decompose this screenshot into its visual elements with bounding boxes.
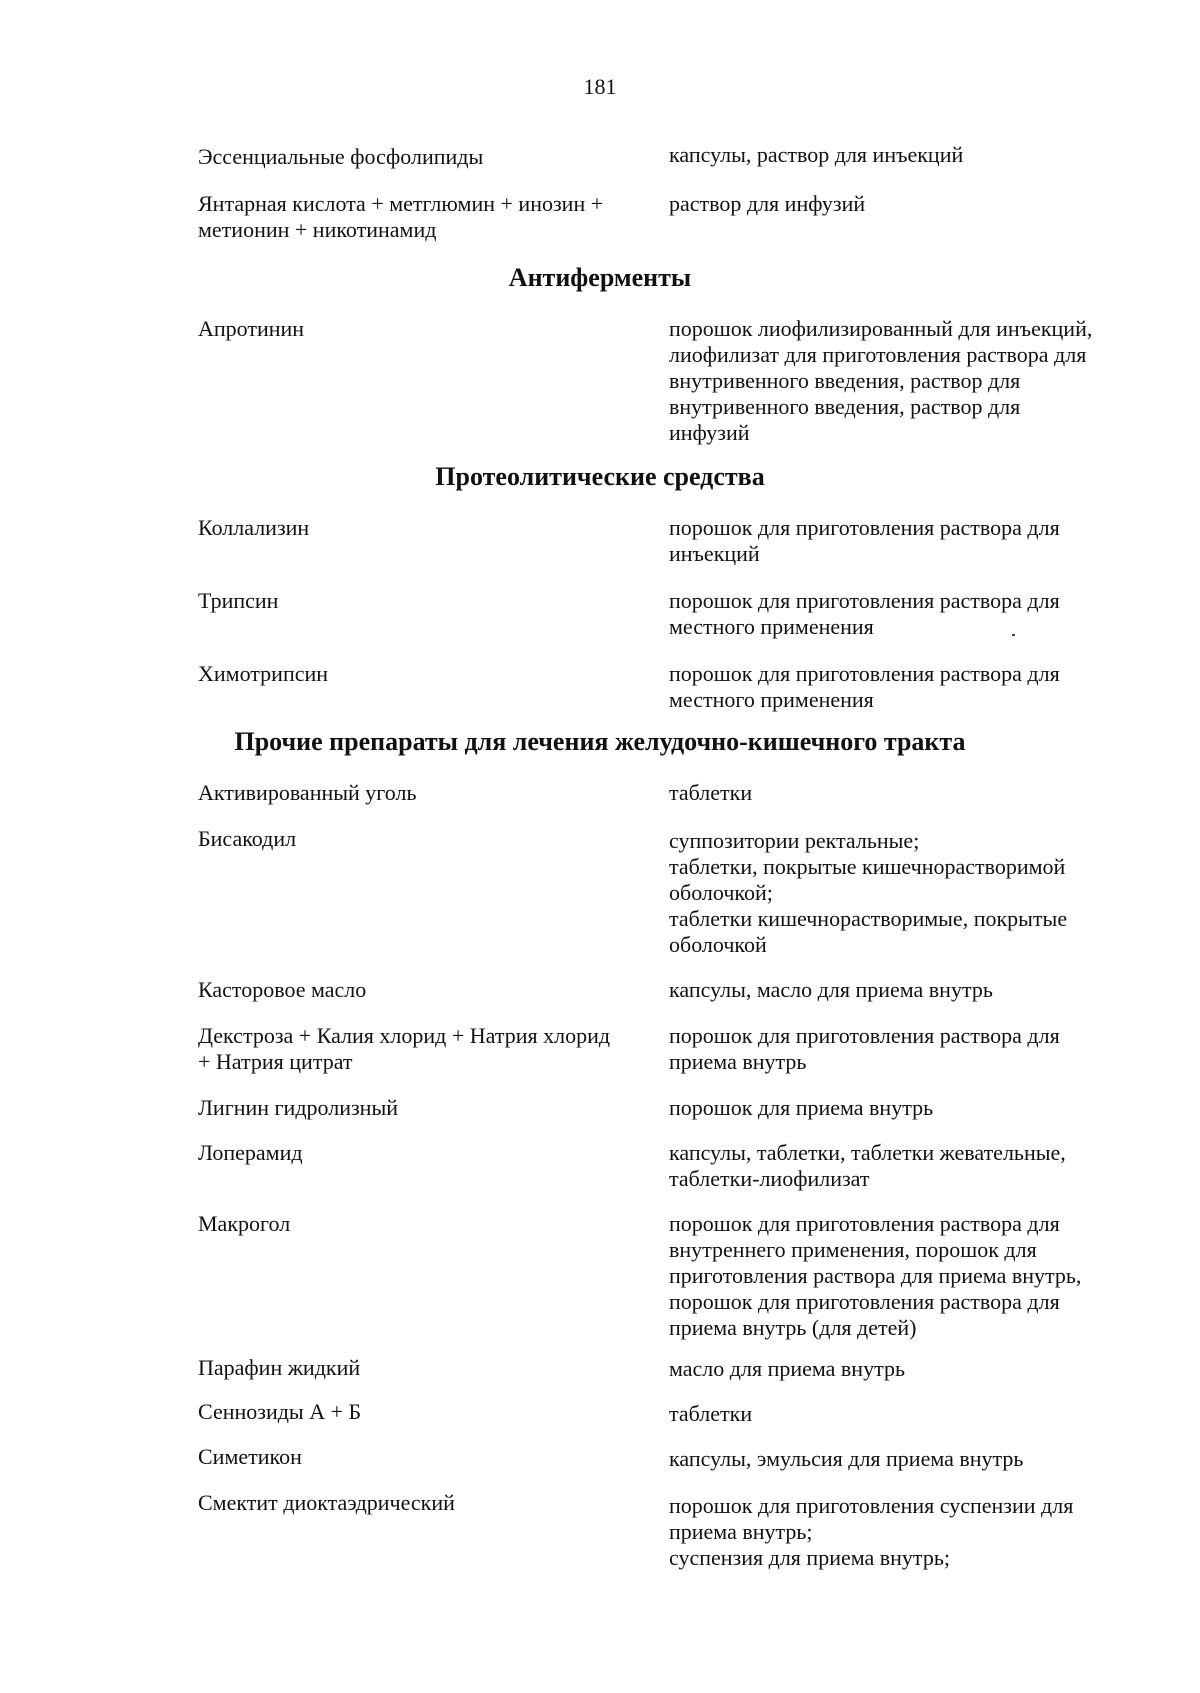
drug-form bbox=[669, 1493, 1073, 1571]
drug-name bbox=[198, 826, 296, 852]
drug-name-line: Трипсин bbox=[198, 588, 279, 613]
drug-name bbox=[198, 1399, 361, 1425]
drug-form-line: таблетки bbox=[669, 1401, 753, 1426]
drug-form-line: инфузий bbox=[669, 420, 750, 445]
drug-name-line: Симетикон bbox=[198, 1444, 302, 1469]
drug-form-line: порошок лиофилизированный для инъекций, bbox=[669, 316, 1093, 341]
drug-name-line: Парафин жидкий bbox=[198, 1355, 361, 1380]
drug-form-line: внутривенного введения, раствор для bbox=[669, 394, 1021, 419]
drug-form-line: приема внутрь; bbox=[669, 1519, 813, 1544]
drug-form-line: инъекций bbox=[669, 541, 760, 566]
drug-name-line: Лигнин гидролизный bbox=[198, 1095, 399, 1120]
drug-name-line: Бисакодил bbox=[198, 826, 297, 851]
drug-form-line: таблетки кишечнорастворимые, покрытые bbox=[669, 906, 1068, 931]
drug-name bbox=[198, 1490, 455, 1516]
drug-form-line: внутривенного введения, раствор для bbox=[669, 368, 1021, 393]
drug-form bbox=[669, 1211, 1141, 1341]
drug-form-line: местного применения bbox=[669, 687, 874, 712]
drug-name-line: Сеннозиды А + Б bbox=[198, 1399, 362, 1424]
drug-name bbox=[198, 515, 309, 541]
drug-name bbox=[198, 1095, 398, 1121]
drug-name-line: Янтарная кислота + метглюмин + инозин + bbox=[198, 191, 604, 216]
drug-form-line: суспензия для приема внутрь; bbox=[669, 1545, 950, 1570]
drug-form bbox=[669, 142, 963, 168]
drug-name-line: Смектит диоктаэдрический bbox=[198, 1490, 455, 1515]
drug-form-line: приготовления раствора для приема внутрь, bbox=[669, 1263, 1082, 1288]
drug-name bbox=[198, 1211, 290, 1237]
section-heading: Протеолитические средства bbox=[435, 462, 765, 491]
section-heading: Прочие препараты для лечения желудочно-кишечного тракта bbox=[234, 727, 966, 756]
drug-form bbox=[669, 1095, 933, 1121]
drug-name bbox=[198, 977, 366, 1003]
drug-form-line: капсулы, раствор для инъекций bbox=[669, 142, 964, 167]
drug-form-line: внутреннего применения, порошок для bbox=[669, 1237, 1037, 1262]
drug-name bbox=[198, 1355, 360, 1381]
drug-form bbox=[669, 588, 1141, 640]
drug-form-line: капсулы, эмульсия для приема внутрь bbox=[669, 1446, 1024, 1471]
drug-name-line: Декстроза + Калия хлорид + Натрия хлорид bbox=[198, 1023, 611, 1048]
drug-name bbox=[198, 1140, 303, 1166]
drug-name bbox=[198, 1023, 610, 1075]
drug-form bbox=[669, 780, 752, 806]
drug-form-line: местного применения bbox=[669, 614, 874, 639]
drug-form-line: порошок для приготовления раствора для bbox=[669, 1289, 1060, 1314]
drug-form-line: порошок для приготовления суспензии для bbox=[669, 1493, 1074, 1518]
section-heading: Антиферменты bbox=[508, 263, 692, 292]
page-number: 181 bbox=[583, 74, 617, 99]
drug-form bbox=[669, 828, 1067, 958]
drug-name-line: Эссенциальные фосфолипиды bbox=[198, 144, 484, 169]
drug-name-line: Лоперамид bbox=[198, 1140, 303, 1165]
drug-name-line: Макрогол bbox=[198, 1211, 291, 1236]
drug-form-line: оболочкой bbox=[669, 932, 767, 957]
drug-form-line: таблетки-лиофилизат bbox=[669, 1166, 870, 1191]
drug-form bbox=[669, 1356, 905, 1382]
drug-form-line: капсулы, таблетки, таблетки жевательные, bbox=[669, 1140, 1066, 1165]
drug-form-line: лиофилизат для приготовления раствора для bbox=[669, 342, 1087, 367]
scan-speck bbox=[1012, 634, 1015, 636]
drug-form-line: порошок для приготовления раствора для bbox=[669, 1023, 1060, 1048]
drug-form-line: масло для приема внутрь bbox=[669, 1356, 905, 1381]
drug-form bbox=[669, 515, 1141, 567]
drug-form-line: порошок для приготовления раствора для bbox=[669, 1211, 1060, 1236]
drug-form-line: порошок для приготовления раствора для bbox=[669, 661, 1060, 686]
drug-name-line: Коллализин bbox=[198, 515, 310, 540]
drug-form-line: приема внутрь bbox=[669, 1049, 807, 1074]
drug-form bbox=[669, 977, 993, 1003]
drug-form-line: раствор для инфузий bbox=[669, 191, 866, 216]
drug-name bbox=[198, 1444, 302, 1470]
drug-form-line: приема внутрь (для детей) bbox=[669, 1315, 917, 1340]
drug-name bbox=[198, 316, 304, 342]
drug-name-line: + Натрия цитрат bbox=[198, 1049, 353, 1074]
drug-name bbox=[198, 780, 417, 806]
drug-form bbox=[669, 1401, 752, 1427]
drug-form bbox=[669, 1446, 1023, 1472]
drug-form-line: порошок для приготовления раствора для bbox=[669, 588, 1060, 613]
drug-name bbox=[198, 144, 483, 170]
drug-form bbox=[669, 191, 865, 217]
drug-form bbox=[669, 1023, 1141, 1075]
drug-name bbox=[198, 661, 328, 687]
drug-name bbox=[198, 191, 603, 243]
drug-form-line: таблетки bbox=[669, 780, 753, 805]
drug-name-line: метионин + никотинамид bbox=[198, 217, 437, 242]
drug-form-line: капсулы, масло для приема внутрь bbox=[669, 977, 993, 1002]
drug-form-line: оболочкой; bbox=[669, 880, 773, 905]
drug-name bbox=[198, 588, 278, 614]
drug-name-line: Активированный уголь bbox=[198, 780, 417, 805]
drug-form-line: порошок для приготовления раствора для bbox=[669, 515, 1060, 540]
drug-form-line: порошок для приема внутрь bbox=[669, 1095, 934, 1120]
drug-form bbox=[669, 316, 1141, 446]
drug-form bbox=[669, 661, 1141, 713]
drug-name-line: Касторовое масло bbox=[198, 977, 367, 1002]
drug-name-line: Химотрипсин bbox=[198, 661, 329, 686]
drug-form-line: суппозитории ректальные; bbox=[669, 828, 920, 853]
drug-form-line: таблетки, покрытые кишечнорастворимой bbox=[669, 854, 1066, 879]
drug-name-line: Апротинин bbox=[198, 316, 305, 341]
drug-form bbox=[669, 1140, 1141, 1192]
